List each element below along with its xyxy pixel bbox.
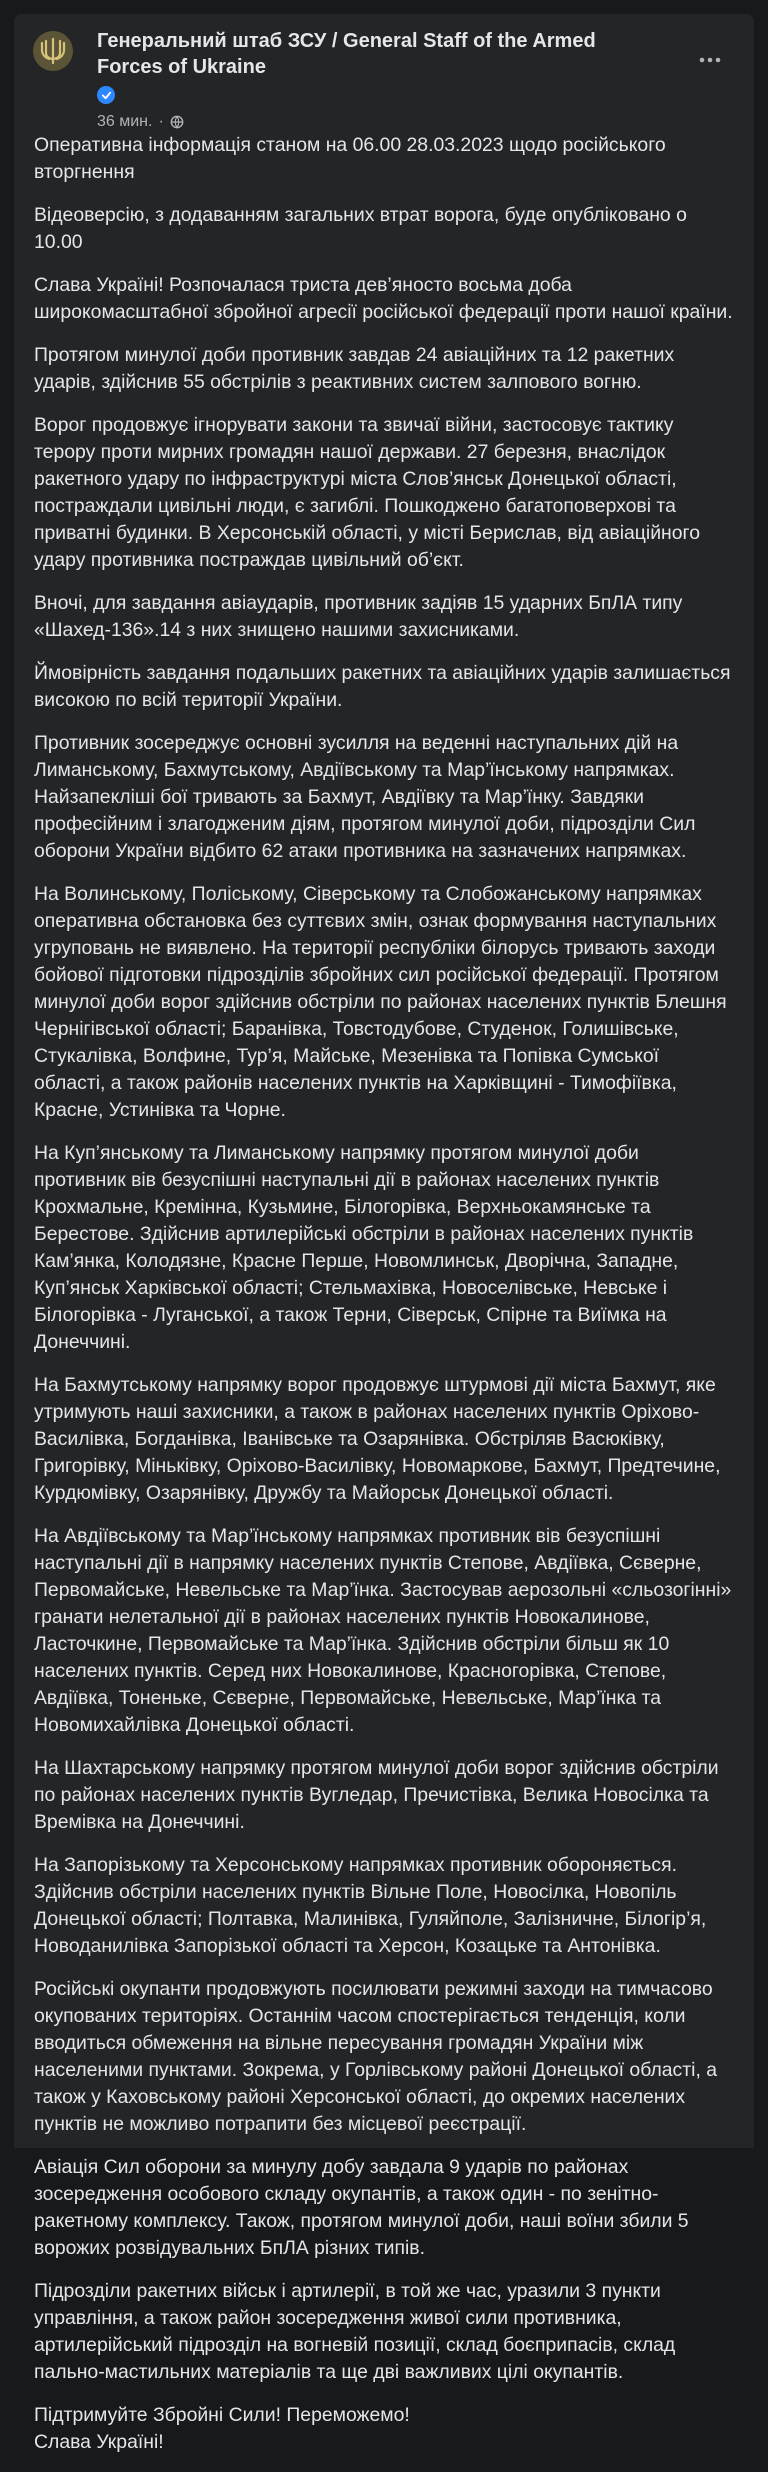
globe-icon[interactable]	[170, 115, 184, 129]
post-body	[34, 132, 734, 2472]
post-paragraph: На Авдіївському та Мар’їнському напрямках противник вів безуспішні наступальні дії в напрямку населених пунктів Степове, Авдіївка, Сєверне, Первомайське, Невельське та Мар’їнка. Застосував аерозольні «сльозогінні» гранати нелетальної дії в районах населених пунктів Новокалинове, Ласточкине, Первомайське та Мар’їнка. Здійснив обстріли більш як 10 населених пунктів. Серед них Новокалинове, Красногорівка, Степове, Авдіївка, Тоненьке, Сєверне, Первомайське, Невельське, Мар’їнка та Новомихайлівка Донецької області.	[34, 1525, 732, 1736]
meta-separator: ·	[158, 113, 164, 130]
closing-line: Слава Україні!	[34, 2431, 164, 2453]
post-paragraph: Протягом минулої доби противник завдав 24 авіаційних та 12 ракетних ударів, здійснив 55 обстрілів з реактивних систем залпового вогню.	[34, 344, 675, 393]
post-paragraph: Оперативна інформація станом на 06.00 28.03.2023 щодо російського вторгнення	[34, 134, 666, 183]
page-name-link[interactable]: Генеральний штаб ЗСУ / General Staff of the Armed Forces of Ukraine	[97, 30, 596, 78]
post-paragraph: На Запорізькому та Херсонському напрямках противник обороняється. Здійснив обстріли населених пунктів Вільне Поле, Новосілка, Новопіль Донецької області; Полтавка, Малинівка, Гуляйполе, Залізничне, Білогір’я, Новоданилівка Запорізької області та Херсон, Козацьке та Антонівка.	[34, 1854, 707, 1957]
post-paragraph: Противник зосереджує основні зусилля на веденні наступальних дій на Лиманському, Бахмутському, Авдіївському та Мар’їнському напрямках. Найзапекліші бої тривають за Бахмут, Авдіївку та Мар’їнку. Завдяки професійним і злагодженим діям, протягом минулої доби, підрозділи Сил оборони України відбито 62 атаки противника на зазначених напрямках.	[34, 732, 696, 862]
post-meta	[97, 112, 184, 132]
post-paragraph: На Волинському, Поліському, Сіверському та Слобожанському напрямках оперативна обстановка без суттєвих змін, ознак формування наступальних угруповань не виявлено. На території республіки білорусь тривають заходи бойової підготовки підрозділів збройних сил російської федерації. Протягом минулої доби ворог здійснив обстріли по районах населених пунктів Блешня Чернігівської області; Баранівка, Товстодубове, Студенок, Голишівське, Стукалівка, Волфине, Тур’я, Майське, Мезенівка та Попівка Сумської області, а також районів населених пунктів на Харківщині - Тимофіївка, Красне, Устинівка та Чорне.	[34, 883, 727, 1121]
post-paragraph: Слава Україні! Розпочалася триста дев’яносто восьма доба широкомасштабної збройної агресії російської федерації проти нашої країни.	[34, 274, 733, 323]
post-paragraph: На Бахмутському напрямку ворог продовжує штурмові дії міста Бахмут, яке утримують наші захисники, а також в районах населених пунктів Оріхово-Василівка, Богданівка, Іванівське та Озарянівка. Обстріляв Васюківку, Григорівку, Міньківку, Оріхово-Василівку, Новомаркове, Бахмут, Предтечине, Курдюмівку, Озарянівку, Дружбу та Майорськ Донецької області.	[34, 1374, 721, 1504]
post-paragraph: На Куп’янському та Лиманському напрямку протягом минулої доби противник вів безуспішні наступальні дії в районах населених пунктів Крохмальне, Кремінна, Кузьмине, Білогорівка, Верхньокамянське та Берестове. Здійснив артилерійські обстріли в районах населених пунктів Кам’янка, Колодязне, Красне Перше, Новомлинськ, Дворічна, Западне, Куп’янськ Харківської області; Стельмахівка, Новоселівське, Невське і Білогорівка - Луганської, а також Терни, Сіверськ, Спірне та Виїмка на Донеччині.	[34, 1142, 694, 1353]
page-avatar[interactable]	[33, 31, 73, 71]
post-paragraph: Російські окупанти продовжують посилювати режимні заходи на тимчасово окупованих територіях. Останнім часом спостерігається тенденція, коли вводиться обмеження на вільне пересування громадян України між населеними пунктами. Зокрема, у Горлівському районі Донецької області, а також у Каховському районі Херсонської області, до окремих населених пунктів не можливо потрапити без місцевої реєстрації.	[34, 1978, 717, 2135]
post-paragraph: Підрозділи ракетних військ і артилерії, в той же час, уразили 3 пункти управління, а також район зосередження живої сили противника, артилерійський підрозділ на вогневій позиції, склад боєприпасів, склад пально-мастильних матеріалів та ще дві важливих цілі окупантів.	[34, 2280, 676, 2383]
post-paragraph: На Шахтарському напрямку протягом минулої доби ворог здійснив обстріли по районах населених пунктів Вугледар, Пречистівка, Велика Новосілка та Времівка на Донеччині.	[34, 1757, 719, 1833]
more-options-icon	[699, 57, 721, 63]
post-paragraph: Ворог продовжує ігнорувати закони та звичаї війни, застосовує тактику терору проти мирних громадян нашої держави. 27 березня, внаслідок ракетного удару по інфраструктурі міста Слов’янськ Донецької області, постраждали цивільні люди, є загиблі. Пошкоджено багатоповерхові та приватні будинки. В Херсонській області, у місті Берислав, від авіаційного удару противника постраждав цивільний об’єкт.	[34, 414, 700, 571]
post-paragraph: Відеоверсію, з додаванням загальних втрат ворога, буде опубліковано о 10.00	[34, 204, 687, 253]
post-timestamp[interactable]: 36 мин.	[97, 113, 153, 130]
post-paragraph: Авіація Сил оборони за минулу добу завдала 9 ударів по районах зосередження особового складу окупантів, а також один - по зенітно-ракетному комплексу. Також, протягом минулої доби, наші воїни збили 5 ворожих розвідувальних БпЛА різних типів.	[34, 2156, 689, 2259]
verified-badge-icon	[97, 86, 115, 104]
post-header	[14, 14, 754, 130]
post-paragraph: Вночі, для завдання авіаударів, противник задіяв 15 ударних БпЛА типу «Шахед-136».14 з них знищено нашими захисниками.	[34, 592, 683, 641]
more-options-button[interactable]	[690, 42, 730, 78]
post-closing	[34, 2402, 734, 2456]
closing-line: Підтримуйте Збройні Сили! Переможемо!	[34, 2404, 410, 2426]
post-paragraph: Ймовірність завдання подальших ракетних та авіаційних ударів залишається високою по всій території України.	[34, 662, 731, 711]
trident-emblem-icon	[40, 37, 66, 65]
